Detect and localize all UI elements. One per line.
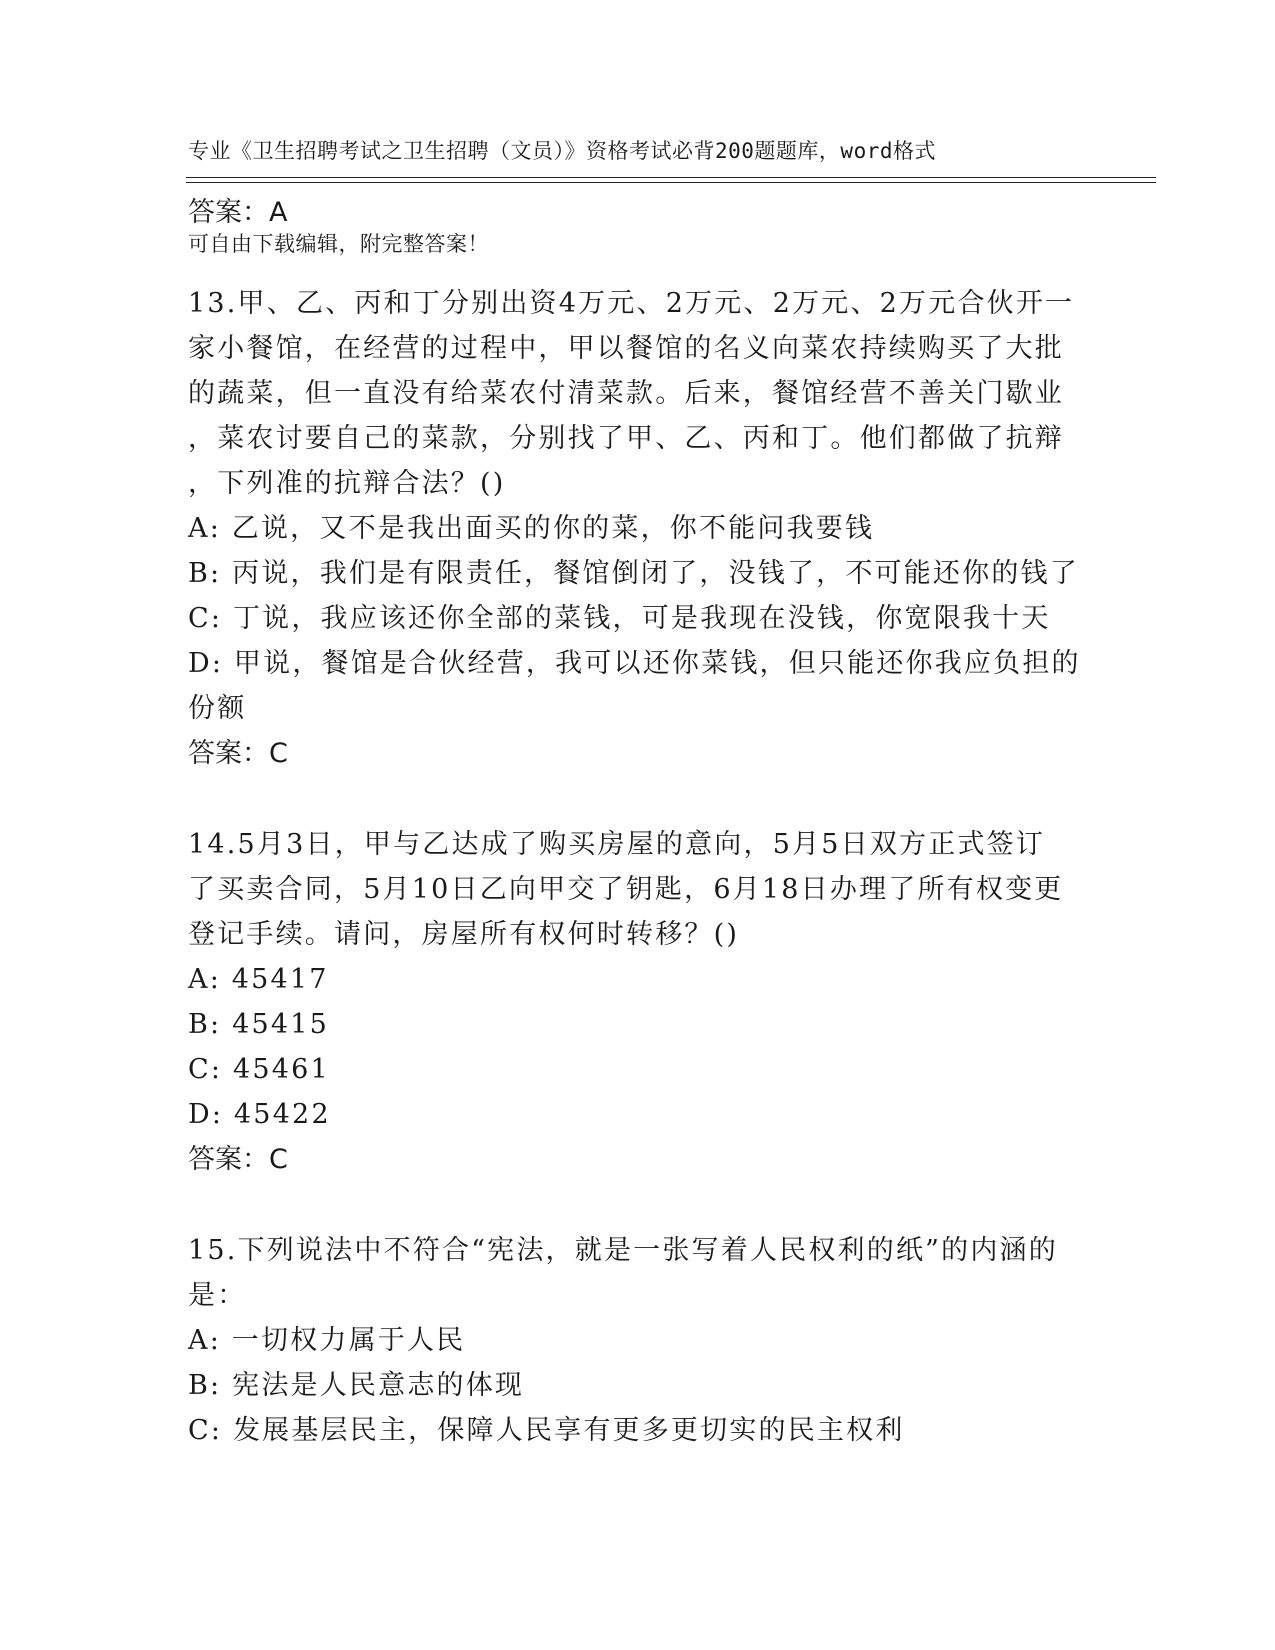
- question-text-line: 的蔬菜，但一直没有给菜农付清菜款。后来，餐馆经营不善关门歇业: [188, 378, 1064, 409]
- header-line-1: 专业《卫生招聘考试之卫生招聘（文员）》资格考试必背200题题库，word格式: [188, 139, 936, 163]
- question-13: [188, 281, 1088, 776]
- question-15: [188, 1228, 1088, 1453]
- option-b: B: 丙说，我们是有限责任，餐馆倒闭了，没钱了，不可能还你的钱了: [188, 558, 1079, 589]
- answer: 答案：C: [188, 738, 288, 769]
- question-text-line: 了买卖合同，5月10日乙向甲交了钥匙，6月18日办理了所有权变更: [188, 874, 1064, 905]
- option-a: A: 45417: [188, 964, 329, 995]
- document-body: [188, 190, 1088, 1453]
- question-text-line: 15.下列说法中不符合“宪法，就是一张写着人民权利的纸”的内涵的: [188, 1235, 1058, 1266]
- question-text-line: 是：: [188, 1280, 247, 1311]
- option-d-continued: 份额: [188, 693, 247, 724]
- header-rule-bottom: [186, 182, 1156, 183]
- question-text-line: ，下列准的抗辩合法？(): [188, 468, 506, 499]
- question-text-line: ，菜农讨要自己的菜款，分别找了甲、乙、丙和丁。他们都做了抗辩: [188, 423, 1064, 454]
- option-c: C: 45461: [188, 1054, 330, 1085]
- spacer: [188, 1182, 1088, 1228]
- answer: 答案：C: [188, 1144, 288, 1175]
- previous-answer: 答案：A: [188, 197, 288, 228]
- option-d: D: 甲说，餐馆是合伙经营，我可以还你菜钱，但只能还你我应负担的: [188, 648, 1081, 679]
- option-c: C: 丁说，我应该还你全部的菜钱，可是我现在没钱，你宽限我十天: [188, 603, 1051, 634]
- question-text-line: 14.5月3日，甲与乙达成了购买房屋的意向，5月5日双方正式签订: [188, 829, 1046, 860]
- header-rule-top: [186, 177, 1156, 178]
- header-line-2: 可自由下载编辑，附完整答案！: [188, 232, 489, 256]
- option-d: D: 45422: [188, 1099, 331, 1130]
- option-c: C: 发展基层民主，保障人民享有更多更切实的民主权利: [188, 1415, 905, 1446]
- option-a: A: 一切权力属于人民: [188, 1325, 466, 1356]
- spacer: [188, 776, 1088, 822]
- question-text-line: 13.甲、乙、丙和丁分别出资4万元、2万元、2万元、2万元合伙开一: [188, 288, 1075, 319]
- question-14: [188, 822, 1088, 1182]
- option-b: B: 45415: [188, 1009, 330, 1040]
- option-a: A: 乙说，又不是我出面买的你的菜，你不能问我要钱: [188, 513, 875, 544]
- question-text-line: 家小餐馆，在经营的过程中，甲以餐馆的名义向菜农持续购买了大批: [188, 333, 1064, 364]
- spacer: [188, 235, 1088, 281]
- question-text-line: 登记手续。请问，房屋所有权何时转移？(): [188, 919, 740, 950]
- option-b: B: 宪法是人民意志的体现: [188, 1370, 525, 1401]
